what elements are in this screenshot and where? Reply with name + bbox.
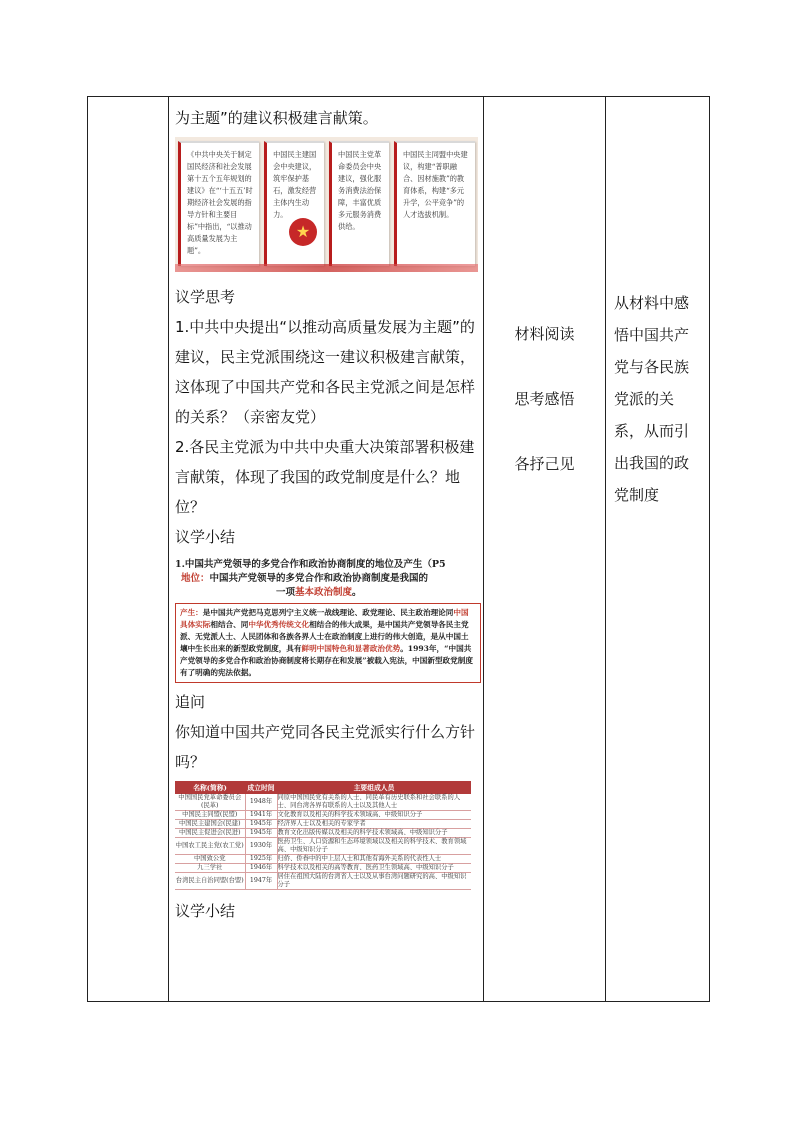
table-row: 中国民主同盟(民盟) 1941年 文化教育以及相关的科学技术领域高、中级知识分子 [175, 811, 471, 820]
table-row: 中国民主建国会(民建) 1945年 经济界人士以及相关的专家学者 [175, 820, 471, 829]
question-1: 1.中共中央提出“以推动高质量发展为主题”的建议，民主党派围绕这一建议积极建言献策，这体现了中国共产党和各民主党派之间是怎样的关系？（亲密友党） [175, 318, 476, 426]
activity-cell [484, 97, 606, 1002]
banner-card-2: 中国民主建国会中央建议，筑牢保护基石，激发经营主体内生动力。 ★ [264, 141, 324, 266]
table-row: 中国致公党 1925年 归侨、侨眷中的中上层人士和其他有海外关系的代表性人士 [175, 855, 471, 864]
summary-origin-box: 产生：是中国共产党把马克思列宁主义统一战线理论、政党理论、民主政治理论同中国具体实际相结合、同中华优秀传统文化相结合的伟大成果，是中国共产党领导各民主党派、无党派人士、人民团体和各族各界人士在政治制度上进行的伟大创造，是从中国土壤中生长出来的新型政党制度，具有鲜明中国特色和显著政治优势。1993年，“中国共产党领导的多党合作和政治协商制度将长期存在和发展”被载入宪法，中国新型政党制度有了明确的宪法依据。 [175, 603, 481, 683]
banner-card-4: 中国民主同盟中央建议，构建“普职融合、因材施教”的教育体系，构建“多元升学，公平竞争”的人才选拔机制。 [394, 141, 475, 266]
party-table [175, 781, 471, 890]
content-cell [169, 97, 484, 1002]
party-table-header: 名称(简称) 成立时间 主要组成人员 [175, 781, 471, 794]
lesson-table [87, 96, 710, 1002]
section-heading-thinking: 议学思考 [175, 288, 236, 306]
intro-line: 为主题”的建议积极建言献策。 [175, 109, 378, 127]
table-row: 九三学社 1946年 科学技术以及相关的高等教育、医药卫生领域高、中级知识分子 [175, 864, 471, 873]
empty-cell [88, 97, 169, 1002]
section-heading-summary: 议学小结 [175, 528, 236, 546]
activity-reflection: 思考感悟 [514, 390, 575, 408]
table-row: 中国国民党革命委员会(民革) 1948年 同原中国国民党有关系的人士、同民革有历史联系和社会联系的人士、同台湾各界有联系的人士以及其他人士 [175, 794, 471, 811]
intent-cell [606, 97, 710, 1002]
table-row: 台湾民主自治同盟(台盟) 1947年 居住在祖国大陆的台湾省人士以及从事台湾问题研究的高、中级知识分子 [175, 873, 471, 890]
table-row: 中国民主促进会(民进) 1945年 教育文化出版传媒以及相关的科学技术领域高、中级知识分子 [175, 829, 471, 838]
section-heading-followup: 追问 [175, 693, 206, 711]
summary-position: 地位：中国共产党领导的多党合作和政治协商制度是我国的 一项基本政治制度。 [181, 573, 429, 598]
ribbon-decoration [175, 264, 478, 272]
design-intent: 从材料中感悟中国共产党与各民族党派的关系，从而引出我国的政党制度 [614, 294, 690, 504]
activity-reading: 材料阅读 [514, 325, 575, 343]
banner-card-1: 《中共中央关于制定国民经济和社会发展第十五个五年规划的建议》在“‘十五五’时期经济社会发展的指导方针和主要目标”中指出，“以推动高质量发展为主题”。 [178, 141, 259, 266]
summary-title: 1.中国共产党领导的多党合作和政治协商制度的地位及产生（P5 [175, 559, 446, 570]
section-heading-summary-2: 议学小结 [175, 902, 236, 920]
proposal-banner-image [175, 137, 478, 272]
star-emblem-icon: ★ [289, 218, 317, 246]
banner-card-3: 中国民主党革命委员会中央建议，强化服务消费法治保障，丰富优质多元服务消费供给。 [329, 141, 389, 266]
summary-image [175, 558, 481, 683]
table-row: 中国农工民主党(农工党) 1930年 医药卫生、人口资源和生态环境领域以及相关的科学技术、教育领域高、中级知识分子 [175, 838, 471, 855]
activity-discussion: 各抒己见 [514, 455, 575, 473]
question-3: 你知道中国共产党同各民主党派实行什么方针吗？ [175, 723, 476, 771]
question-2: 2.各民主党派为中共中央重大决策部署积极建言献策，体现了我国的政党制度是什么？地位？ [175, 438, 475, 516]
